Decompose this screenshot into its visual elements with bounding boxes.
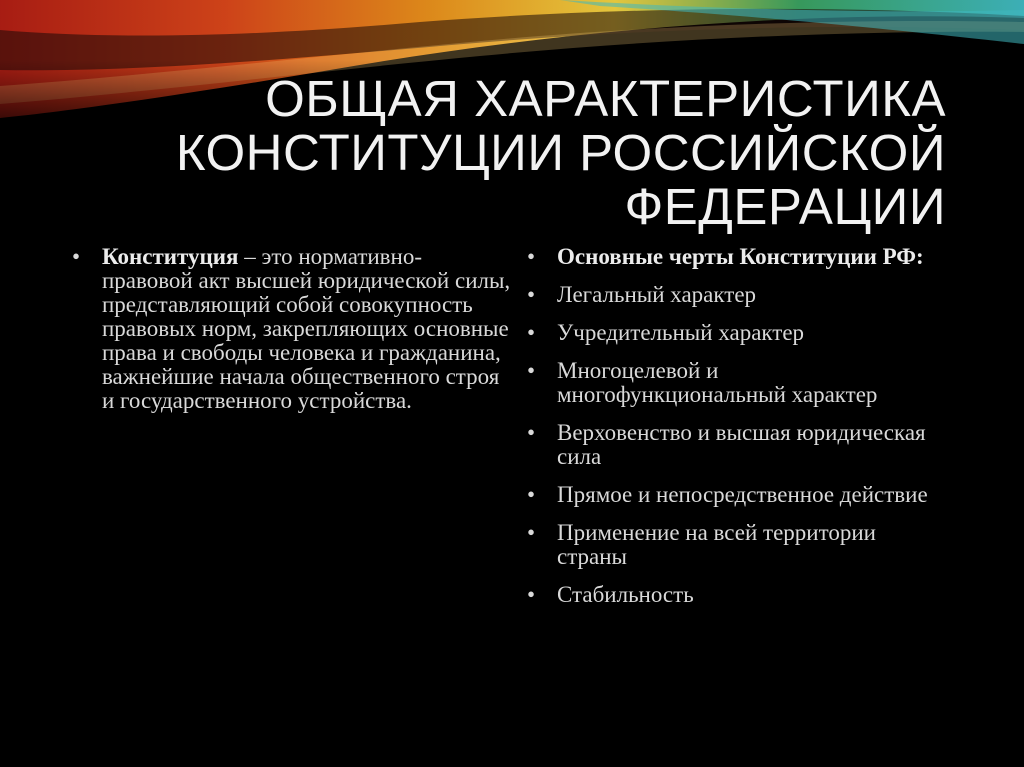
feature-text: Легальный характер — [557, 282, 757, 307]
bullet-icon: • — [527, 482, 536, 507]
feature-text: Верховенство и высшая юридическая сила — [557, 420, 926, 469]
feature-item — [527, 359, 947, 407]
feature-item — [527, 583, 947, 607]
feature-item — [527, 321, 947, 345]
feature-item — [527, 521, 947, 569]
title-line-1: ОБЩАЯ ХАРАКТЕРИСТИКА — [265, 70, 946, 127]
title-line-3: ФЕДЕРАЦИИ — [624, 178, 946, 235]
definition-text: – это нормативно-правовой акт высшей юридической силы, представляющий собой совокупность правовых норм, закрепляющих основные права и свободы человека и гражданина, важнейшие начала общественного строя и государственного устройства. — [102, 244, 511, 413]
features-heading: Основные черты Конституции РФ: — [557, 244, 924, 269]
bullet-icon: • — [527, 282, 536, 307]
feature-item — [527, 483, 947, 507]
feature-item — [527, 421, 947, 469]
feature-text: Применение на всей территории страны — [557, 520, 876, 569]
features-list — [527, 245, 947, 621]
bullet-icon: • — [527, 244, 536, 269]
bullet-icon: • — [527, 358, 536, 383]
features-heading-item — [527, 245, 947, 269]
title-line-2: КОНСТИТУЦИИ РОССИЙСКОЙ — [175, 124, 946, 181]
bullet-icon: • — [527, 420, 536, 445]
bullet-icon: • — [527, 582, 536, 607]
definition-item — [72, 245, 512, 413]
feature-text: Учредительный характер — [557, 320, 805, 345]
feature-text: Многоцелевой и многофункциональный характер — [557, 358, 878, 407]
bullet-icon: • — [527, 520, 536, 545]
feature-text: Стабильность — [557, 582, 694, 607]
definition-list — [72, 245, 512, 413]
definition-term: Конституция — [102, 244, 239, 269]
slide-title — [126, 72, 946, 234]
feature-text: Прямое и непосредственное действие — [557, 482, 928, 507]
bullet-icon: • — [72, 244, 81, 269]
feature-item — [527, 283, 947, 307]
bullet-icon: • — [527, 320, 536, 345]
